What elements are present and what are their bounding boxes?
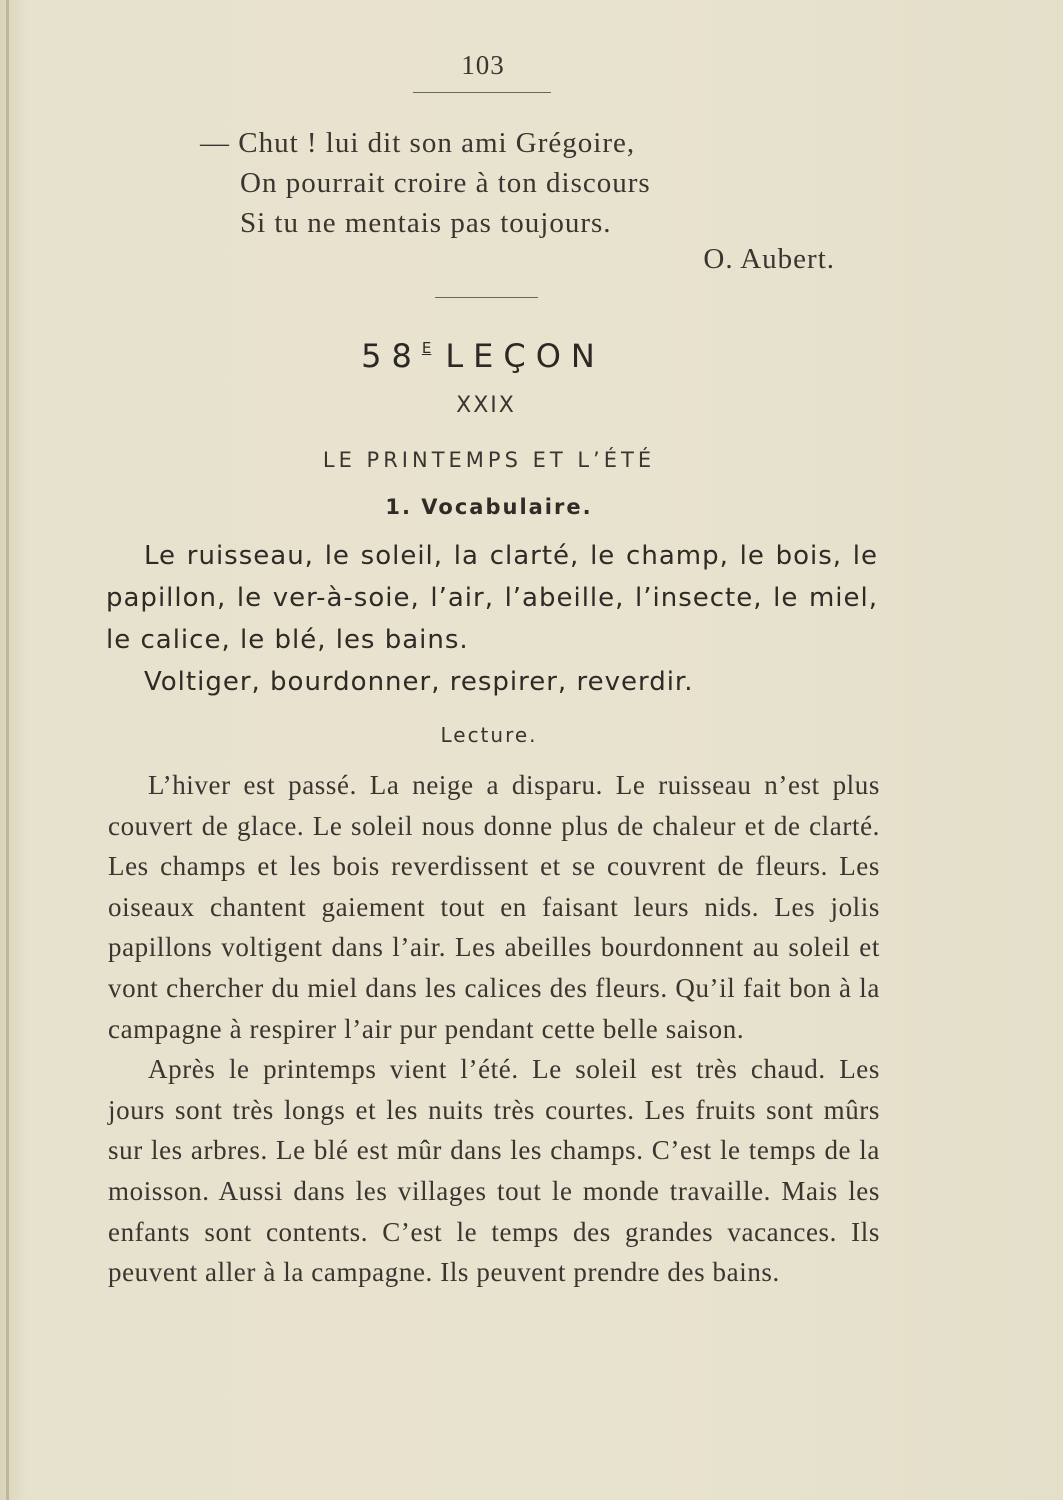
vocabulary-nouns: Le ruisseau, le soleil, la clarté, le champ, le bois, le papillon, le ver-à-soie, l’air, l’abeille, l’insecte, le miel, le calice, le blé, les bains. — [106, 541, 878, 655]
poem-line-1: — Chut ! lui dit son ami Grégoire, — [200, 127, 636, 159]
lesson-subtitle: LE PRINTEMPS ET L’ÉTÉ — [322, 448, 656, 472]
reading-paragraph-2: Après le printemps vient l’été. Le soleil est très chaud. Les jours sont très longs et les nuits très courtes. Les fruits sont mûrs sur les arbres. Le blé est mûr dans les champs. C’est le temps de la moisson. Aussi dans les villages tout le monde travaille. Mais les enfants sont contents. C’est le temps des grandes vacances. Ils peuvent aller à la campagne. Ils peuvent prendre des bains. — [108, 1054, 880, 1288]
vocabulary-block — [106, 535, 878, 703]
poem-author: O. Aubert. — [703, 243, 835, 275]
vocabulary-heading: 1. Vocabulaire. — [385, 495, 593, 519]
vocabulary-verbs: Voltiger, bourdonner, respirer, reverdir. — [144, 667, 694, 697]
page-number: 103 — [461, 50, 505, 80]
lesson-number-suffix: E — [421, 339, 432, 357]
section-divider — [435, 297, 538, 298]
lesson-number: 58 — [361, 337, 422, 375]
poem-line-2: On pourrait croire à ton discours — [240, 167, 651, 199]
reading-heading: Lecture. — [440, 723, 538, 747]
reading-text — [108, 765, 880, 1293]
page-number-rule — [413, 92, 551, 93]
poem-line-3: Si tu ne mentais pas toujours. — [240, 207, 612, 239]
lesson-title — [0, 337, 966, 375]
reading-paragraph-1: L’hiver est passé. La neige a disparu. Le ruisseau n’est plus couvert de glace. Le soleil nous donne plus de chaleur et de clarté. Les champs et les bois reverdissent et se couvrent de fleurs. Les oiseaux chantent gaiement tout en faisant leurs nids. Les jolis papillons voltigent dans l’air. Les abeilles bourdonnent au soleil et vont chercher du miel dans les calices des fleurs. Qu’il fait bon à la campagne à respirer l’air pur pendant cette belle saison. — [108, 770, 880, 1044]
lesson-word: LEÇON — [445, 337, 605, 375]
page-binding-edge — [6, 0, 9, 1500]
lesson-roman-numeral: XXIX — [456, 393, 516, 418]
